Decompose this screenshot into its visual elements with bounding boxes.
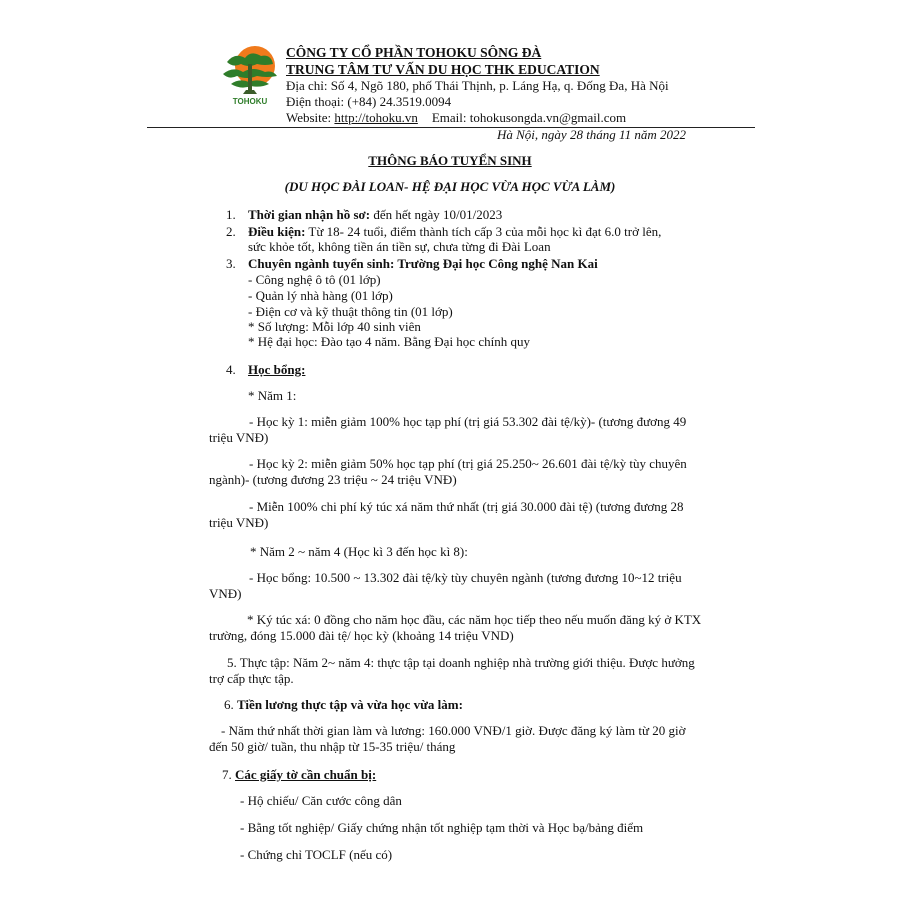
item-3-line: * Số lượng: Mỗi lớp 40 sinh viên	[248, 319, 421, 334]
phone-line: Điện thoại: (+84) 24.3519.0094	[286, 94, 452, 109]
item-7-number: 7.	[222, 767, 232, 782]
item-6-number: 6.	[224, 697, 234, 712]
scholarship-later-years: - Học bổng: 10.500 ~ 13.302 đài tệ/kỳ tùy chuyên ngành (tương đương 10~12 triệu VNĐ)	[209, 570, 682, 601]
document-required: - Bằng tốt nghiệp/ Giấy chứng nhận tốt nghiệp tạm thời và Học bạ/bảng điểm	[240, 820, 644, 835]
scholarship-semester-1: - Học kỳ 1: miễn giảm 100% học tạp phí (trị giá 53.302 đài tệ/kỳ)- (tương đương 49 triệu VNĐ)	[209, 414, 687, 445]
item-7-label: Các giấy tờ cần chuẩn bị:	[235, 767, 377, 782]
email-label: Email:	[431, 110, 470, 125]
year-1-heading: * Năm 1:	[248, 388, 297, 403]
item-3-label: Chuyên ngành tuyển sinh: Trường Đại học Công nghệ Nan Kai	[248, 256, 598, 271]
scholarship-semester-2: - Học kỳ 2: miễn giảm 50% học tạp phí (trị giá 25.250~ 26.601 đài tệ/kỳ tùy chuyên ngành)- (tương đương 23 triệu ~ 24 triệu VNĐ)	[209, 456, 687, 487]
item-3-line: - Quản lý nhà hàng (01 lớp)	[248, 288, 393, 303]
year-2-4-heading: * Năm 2 ~ năm 4 (Học kì 3 đến học kì 8):	[250, 544, 468, 559]
item-5-internship: 5. Thực tập: Năm 2~ năm 4: thực tập tại doanh nghiệp nhà trường giới thiệu. Được hưởng trợ cấp thực tập.	[209, 655, 695, 686]
document-title: THÔNG BÁO TUYỂN SINH	[368, 153, 532, 168]
item-1-label: Thời gian nhận hồ sơ:	[248, 207, 371, 222]
website-link[interactable]: http://tohoku.vn	[334, 110, 418, 125]
contact-line	[286, 110, 626, 125]
center-name: TRUNG TÂM TƯ VẤN DU HỌC THK EDUCATION	[286, 62, 600, 77]
item-1	[248, 207, 502, 222]
item-2-text-cont: sức khỏe tốt, không tiền án tiền sự, chưa từng đi Đài Loan	[248, 239, 551, 254]
item-6-label: Tiền lương thực tập và vừa học vừa làm:	[237, 697, 463, 712]
item-2-text: Từ 18- 24 tuổi, điểm thành tích cấp 3 của mỗi học kì đạt 6.0 trở lên,	[305, 224, 662, 239]
item-2-label: Điều kiện:	[248, 224, 306, 239]
dormitory-note: * Ký túc xá: 0 đồng cho năm học đầu, các năm học tiếp theo nếu muốn đăng ký ở KTX trường, đóng 15.000 đài tệ/ học kỳ (khoảng 14 triệu VND)	[209, 612, 702, 643]
item-3-number: 3.	[226, 256, 236, 271]
document-date: Hà Nội, ngày 28 tháng 11 năm 2022	[497, 127, 686, 142]
company-name: CÔNG TY CỔ PHẦN TOHOKU SÔNG ĐÀ	[286, 45, 542, 60]
item-1-text: đến hết ngày 10/01/2023	[370, 207, 503, 222]
tohoku-logo	[221, 44, 279, 106]
item-4-label: Học bổng:	[248, 362, 306, 377]
item-4-number: 4.	[226, 362, 236, 377]
item-7	[222, 767, 376, 782]
item-6	[224, 697, 463, 712]
item-2	[248, 224, 661, 239]
item-2-number: 2.	[226, 224, 236, 239]
item-1-number: 1.	[226, 207, 236, 222]
website-label: Website:	[286, 110, 335, 125]
email-address: tohokusongda.vn@gmail.com	[469, 110, 627, 125]
logo-wordmark: TOHOKU	[232, 97, 268, 106]
document-subtitle: (DU HỌC ĐÀI LOAN- HỆ ĐẠI HỌC VỪA HỌC VỪA LÀM)	[284, 179, 616, 194]
item-3-line: * Hệ đại học: Đào tạo 4 năm. Bằng Đại học chính quy	[248, 334, 530, 349]
address-line: Địa chỉ: Số 4, Ngõ 180, phố Thái Thịnh, p. Láng Hạ, q. Đống Đa, Hà Nội	[286, 78, 669, 93]
item-6-text: - Năm thứ nhất thời gian làm và lương: 160.000 VNĐ/1 giờ. Được đăng ký làm từ 20 giờ đến 50 giờ/ tuần, thu nhập từ 15-35 triệu/ tháng	[209, 723, 686, 754]
item-3-line: - Công nghệ ô tô (01 lớp)	[248, 272, 381, 287]
item-3-line: - Điện cơ và kỹ thuật thông tin (01 lớp)	[248, 304, 453, 319]
document-required: - Hộ chiếu/ Căn cước công dân	[240, 793, 402, 808]
dorm-waiver: - Miễn 100% chi phí ký túc xá năm thứ nhất (trị giá 30.000 đài tệ) (tương đương 28 triệu VNĐ)	[209, 499, 684, 530]
document-required: - Chứng chỉ TOCLF (nếu có)	[240, 847, 393, 862]
